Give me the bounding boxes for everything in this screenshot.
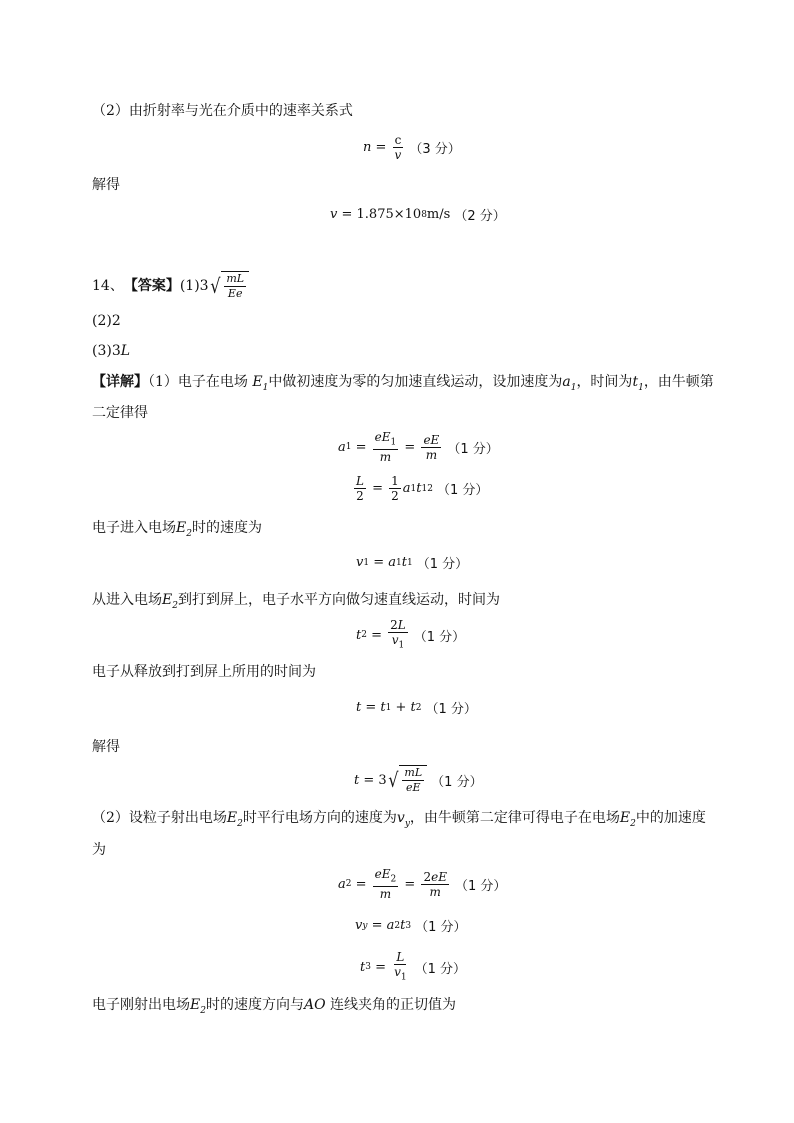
question-number: 14、 xyxy=(92,278,124,294)
equation-vy: v y = a 2 t 3 （1 分） xyxy=(355,918,467,935)
detail-paragraph-1-cont: 二定律得 xyxy=(92,405,148,421)
q14-answer-line xyxy=(92,271,249,301)
v-exponent: 8 xyxy=(421,209,427,220)
equation-a1: a 1 = $\frac{eE_1}{m}$ = $\frac{eE}{m}$ （1 分） xyxy=(338,430,499,465)
detail-paragraph-2-cont: 为 xyxy=(92,842,106,858)
solve-label: 解得 xyxy=(92,177,120,193)
equation-n-c-over-v: n = $\frac{c}{v}$ （3 分） xyxy=(363,133,461,162)
solve-label: 解得 xyxy=(92,739,120,755)
equation-L-half: $\frac{L}{2}$ = $\frac{1}{2}$ a 1 t 1 2 （1 分） xyxy=(356,474,489,503)
score-label: （1 分） xyxy=(454,878,507,894)
sqrt-mL-over-Ee: √ $\frac{mL}{Ee}$ xyxy=(209,271,250,301)
score-label: （1 分） xyxy=(414,961,467,977)
answer-1: (1)3 xyxy=(179,278,209,294)
score-label: （1 分） xyxy=(436,483,489,498)
answer-3: (3)3L xyxy=(92,343,131,359)
last-paragraph: 电子刚射出电场$E_2$时的速度方向与AO 连线夹角的正切值为 xyxy=(92,997,457,1016)
score-label: （1 分） xyxy=(416,557,469,572)
detail-paragraph-2: （2）设粒子射出电场$E_2$时平行电场方向的速度为$v_y$，由牛顿第二定律可得电子在电场$E_2$中的加速度 xyxy=(92,810,706,829)
answer-tag: 【答案】 xyxy=(123,278,180,294)
from-enter-text: 从进入电场$E_2$到打到屏上，电子水平方向做匀速直线运动，时间为 xyxy=(92,592,500,611)
score-label: （1 分） xyxy=(431,774,483,790)
answer-2: (2)2 xyxy=(92,313,121,329)
equation-a2: a 2 = $\frac{eE_2}{m}$ = $\frac{2eE}{m}$ （1 分） xyxy=(338,867,507,902)
equation-t-sum: t = t 1 + t 2 （1 分） xyxy=(356,700,477,717)
score-label: （2 分） xyxy=(454,209,506,224)
q13-part2-intro: （2）由折射率与光在介质中的速率关系式 xyxy=(92,103,353,119)
equation-v1: v 1 = a 1 t 1 （1 分） xyxy=(356,555,469,572)
electron-enter-text: 电子进入电场$E_2$时的速度为 xyxy=(92,520,262,539)
v-unit: m/s xyxy=(426,207,451,222)
equation-t3: t 3 = $\frac{L}{v_1}$ （1 分） xyxy=(360,950,467,983)
score-label: （1 分） xyxy=(415,920,467,935)
v-value: 1.875×10 xyxy=(356,207,422,222)
score-label: （1 分） xyxy=(447,441,499,457)
detail-paragraph-1: 【详解】（1）电子在电场 $E_1$中做初速度为零的匀加速直线运动，设加速度为$a_1$，时间为$t_1$，由牛顿第 xyxy=(92,374,714,393)
score-label: （1 分） xyxy=(425,702,477,717)
equation-t2: t 2 = $\frac{2L}{v_1}$ （1 分） xyxy=(356,618,466,651)
score-label: （1 分） xyxy=(413,629,466,645)
score-label: （3 分） xyxy=(409,142,461,157)
total-time-text: 电子从释放到打到屏上所用的时间为 xyxy=(92,664,316,680)
equation-v-value: v = 1.875×10 8 m/s （2 分） xyxy=(330,207,506,224)
equation-t-result: t = 3 √ $\frac{mL}{eE}$ （1 分） xyxy=(354,766,483,794)
